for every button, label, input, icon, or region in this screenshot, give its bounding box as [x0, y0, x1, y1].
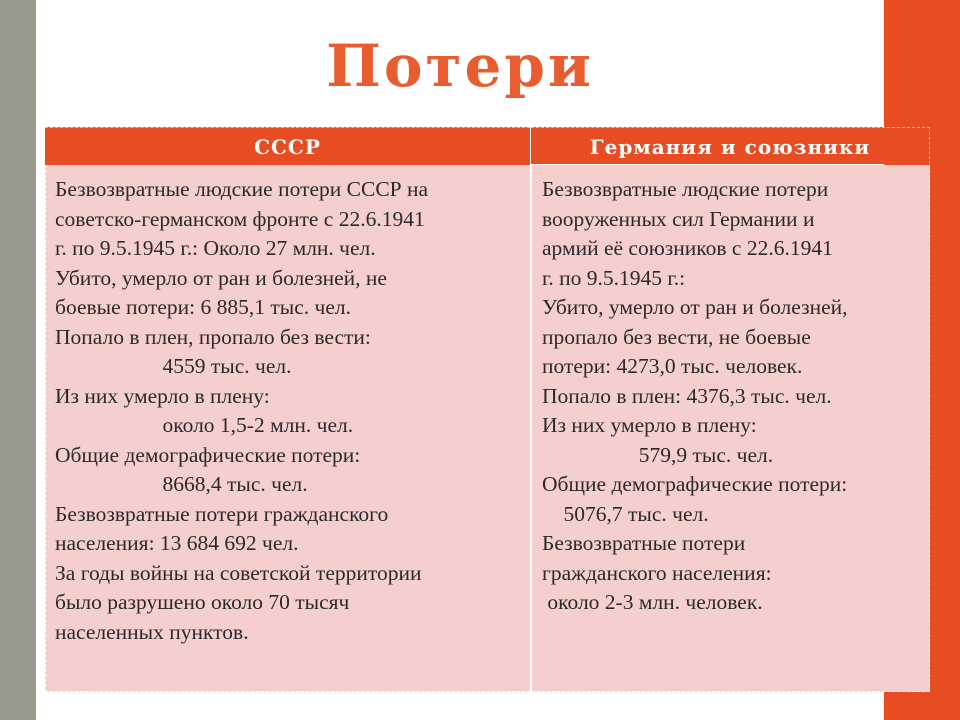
- slide-title: Потери: [326, 32, 594, 100]
- germany-line: вооруженных сил Германии и: [542, 206, 815, 231]
- germany-line: Убито, умерло от ран и болезней,: [542, 295, 848, 319]
- ussr-line: Убито, умерло от ран и болезней, не: [55, 265, 387, 290]
- germany-line: Общие демографические потери:: [542, 472, 848, 496]
- ussr-line: 8668,4 тыс. чел.: [55, 472, 308, 496]
- ussr-line: г. по 9.5.1945 г.: Около 27 млн. чел.: [55, 236, 376, 260]
- ussr-line: Безвозвратные людские потери СССР на: [55, 177, 429, 201]
- ussr-line: советско-германском фронте с 22.6.1941: [55, 206, 425, 231]
- germany-line: Из них умерло в плену:: [542, 413, 757, 437]
- ussr-line: боевые потери: 6 885,1 тыс. чел.: [55, 295, 351, 319]
- germany-line: армий её союзников с 22.6.1941: [542, 236, 833, 260]
- header-germany-allies: Германия и союзники: [531, 127, 930, 164]
- germany-line: Безвозвратные людские потери: [542, 177, 829, 201]
- ussr-line: населения: 13 684 692 чел.: [55, 531, 299, 555]
- germany-line: 5076,7 тыс. чел.: [542, 501, 709, 526]
- column-divider: [530, 127, 532, 692]
- ussr-text: [55, 175, 527, 647]
- germany-line: Безвозвратные потери: [542, 531, 746, 555]
- germany-line: гражданского населения:: [542, 560, 772, 585]
- ussr-line: Общие демографические потери:: [55, 442, 361, 467]
- header-ussr: СССР: [45, 127, 530, 165]
- ussr-line: 4559 тыс. чел.: [55, 354, 292, 378]
- germany-text: [542, 175, 928, 618]
- germany-line: потери: 4273,0 тыс. человек.: [542, 354, 803, 378]
- ussr-line: населенных пунктов.: [55, 619, 249, 644]
- ussr-line: Попало в плен, пропало без вести:: [55, 324, 371, 349]
- germany-line: Попало в плен: 4376,3 тыс. чел.: [542, 383, 832, 408]
- ussr-line: около 1,5-2 млн. чел.: [55, 413, 354, 437]
- ussr-line: Из них умерло в плену:: [55, 383, 270, 408]
- left-accent-bar: [0, 0, 36, 720]
- ussr-line: За годы войны на советской территории: [55, 560, 422, 585]
- germany-line: пропало без вести, не боевые: [542, 324, 811, 349]
- ussr-line: было разрушено около 70 тысяч: [55, 590, 350, 614]
- germany-line: около 2-3 млн. человек.: [542, 590, 763, 614]
- germany-line: 579,9 тыс. чел.: [542, 442, 774, 467]
- germany-line: г. по 9.5.1945 г.:: [542, 265, 686, 290]
- ussr-line: Безвозвратные потери гражданского: [55, 501, 389, 526]
- losses-table: [45, 127, 930, 692]
